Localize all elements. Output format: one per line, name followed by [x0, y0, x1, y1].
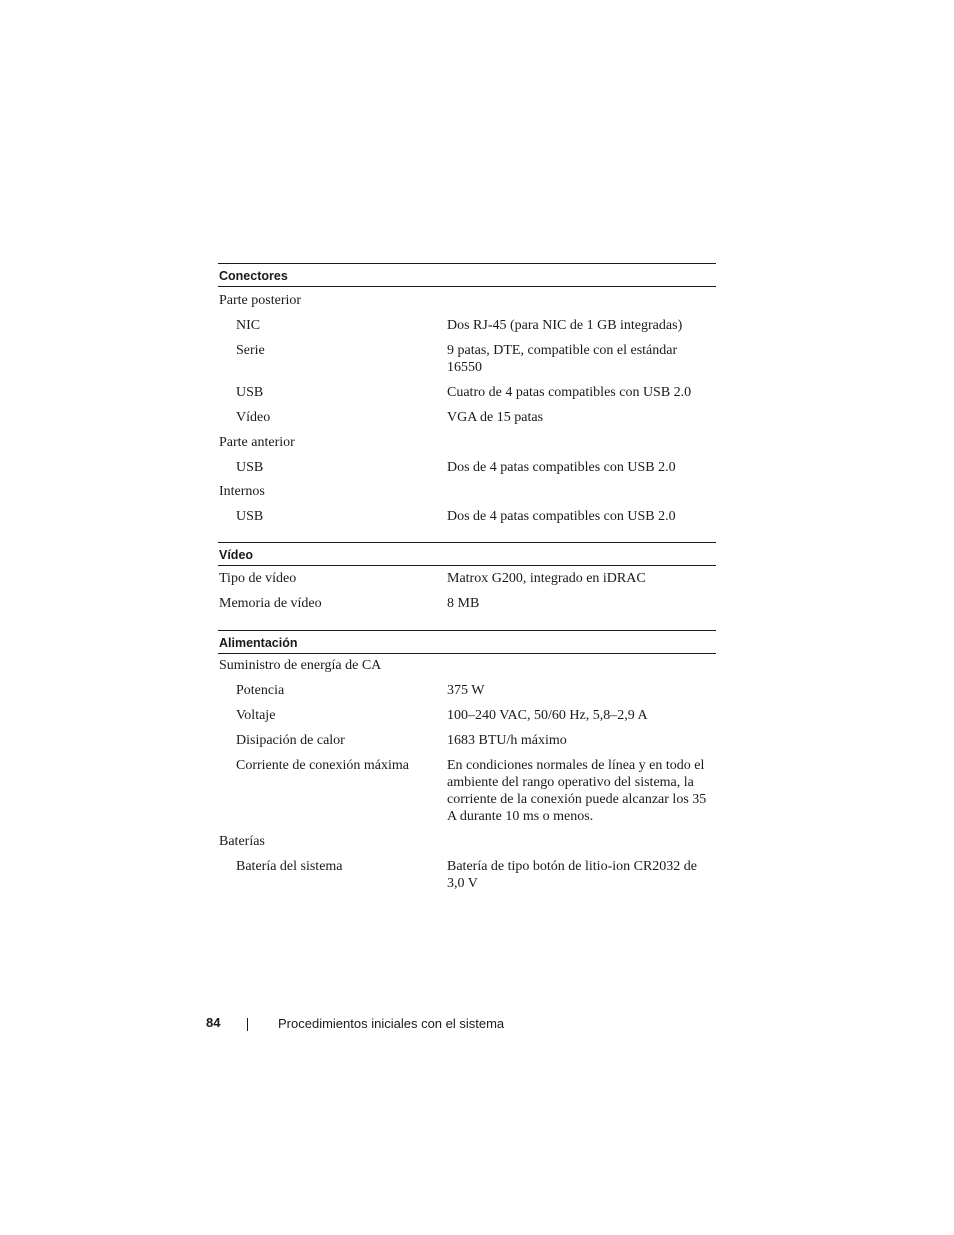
spec-label: USB	[236, 509, 264, 524]
spec-value: Dos RJ-45 (para NIC de 1 GB integradas)	[447, 318, 683, 333]
spec-label: Serie	[236, 343, 265, 358]
spec-value: 375 W	[447, 683, 485, 698]
spec-value: 100–240 VAC, 50/60 Hz, 5,8–2,9 A	[447, 708, 648, 723]
footer-title: Procedimientos iniciales con el sistema	[278, 1016, 505, 1031]
spec-value: Batería de tipo botón de litio-ion CR2032 de 3,0 V	[447, 859, 698, 891]
spec-value: Dos de 4 patas compatibles con USB 2.0	[447, 460, 676, 475]
page-number: 84	[206, 1015, 221, 1030]
spec-value: Cuatro de 4 patas compatibles con USB 2.0	[447, 385, 692, 400]
spec-value: VGA de 15 patas	[447, 410, 544, 425]
spec-label: Potencia	[236, 683, 285, 698]
spec-group-label: Parte posterior	[219, 293, 302, 308]
spec-value: 9 patas, DTE, compatible con el estándar 16550	[447, 343, 678, 375]
spec-value: Dos de 4 patas compatibles con USB 2.0	[447, 509, 676, 524]
spec-group-label: Suministro de energía de CA	[219, 658, 382, 673]
spec-label: USB	[236, 385, 264, 400]
spec-value: 1683 BTU/h máximo	[447, 733, 567, 748]
footer-divider	[247, 1018, 248, 1031]
spec-label: Memoria de vídeo	[219, 596, 322, 611]
section-heading: Conectores	[218, 263, 716, 287]
section-heading: Alimentación	[218, 630, 716, 654]
spec-label: Corriente de conexión máxima	[236, 758, 409, 773]
spec-label: NIC	[236, 318, 261, 333]
spec-value: 8 MB	[447, 596, 480, 611]
spec-label: Tipo de vídeo	[219, 571, 297, 586]
spec-group-label: Baterías	[219, 834, 265, 849]
spec-label: Disipación de calor	[236, 733, 345, 748]
section-heading: Vídeo	[218, 542, 716, 566]
spec-label: Vídeo	[236, 410, 271, 425]
spec-label: Voltaje	[236, 708, 276, 723]
spec-group-label: Internos	[219, 484, 265, 499]
spec-group-label: Parte anterior	[219, 435, 295, 450]
spec-value: En condiciones normales de línea y en todo el ambiente del rango operativo del sistema, la corriente de la conexión puede alcanzar los 35 A durante 10 ms o menos.	[447, 758, 707, 824]
spec-label: USB	[236, 460, 264, 475]
spec-value: Matrox G200, integrado en iDRAC	[447, 571, 646, 586]
spec-label: Batería del sistema	[236, 859, 343, 874]
